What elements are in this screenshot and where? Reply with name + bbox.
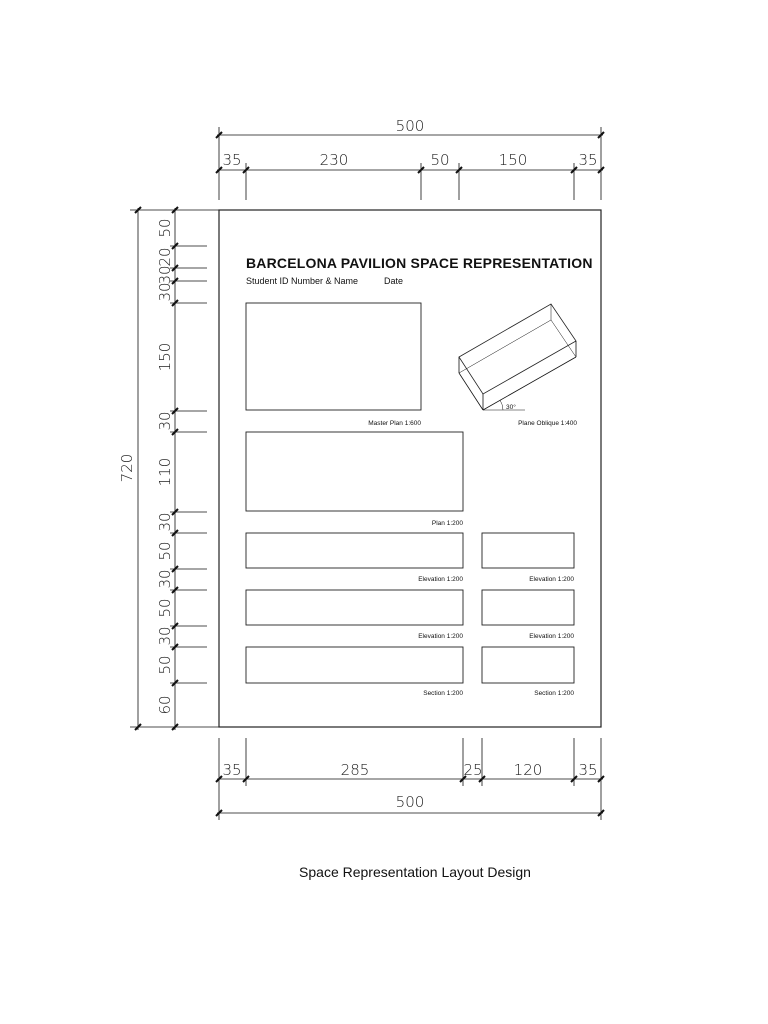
oblique-hidden-edge xyxy=(551,320,576,357)
plan-box xyxy=(246,432,463,511)
left-segment-label: 110 xyxy=(156,457,174,487)
top-segment-label: 35 xyxy=(578,151,598,169)
top-total-label: 500 xyxy=(395,117,425,135)
elevation-caption-left-2: Elevation 1:200 xyxy=(418,633,463,640)
oblique-edge xyxy=(483,357,576,410)
left-segment-label: 30 xyxy=(156,626,174,646)
left-segment-label: 60 xyxy=(156,695,174,715)
elevation-caption-right-2: Elevation 1:200 xyxy=(529,633,574,640)
elevation-caption-left-1: Elevation 1:200 xyxy=(418,576,463,583)
left-total-label: 720 xyxy=(118,453,136,483)
oblique-edge xyxy=(459,373,483,410)
elevation-box-right-2 xyxy=(482,590,574,625)
left-segment-label: 50 xyxy=(156,655,174,675)
student-id-label: Student ID Number & Name xyxy=(246,276,359,286)
left-segment-label: 50 xyxy=(156,541,174,561)
oblique-top-face xyxy=(459,304,576,394)
bottom-segment-label: 120 xyxy=(513,761,543,779)
oblique-angle-label: 30° xyxy=(506,404,516,411)
section-caption-left: Section 1:200 xyxy=(423,690,463,697)
top-segment-label: 230 xyxy=(319,151,349,169)
left-segment-label: 50 xyxy=(156,218,174,238)
section-box-right xyxy=(482,647,574,683)
bottom-segment-label: 25 xyxy=(463,761,483,779)
elevation-box-right-1 xyxy=(482,533,574,568)
elevation-box-left-1 xyxy=(246,533,463,568)
top-dimensions xyxy=(216,117,604,200)
left-segment-label: 30 xyxy=(156,569,174,589)
figure-caption: Space Representation Layout Design xyxy=(299,864,531,880)
section-box-left xyxy=(246,647,463,683)
section-caption-right: Section 1:200 xyxy=(534,690,574,697)
master-plan-box xyxy=(246,303,421,410)
plan-caption: Plan 1:200 xyxy=(431,520,463,527)
oblique-hidden-edge xyxy=(459,320,551,373)
oblique-angle-arc xyxy=(500,400,503,410)
plane-oblique-drawing xyxy=(459,304,576,411)
master-plan-caption: Master Plan 1:600 xyxy=(368,420,421,427)
bottom-segment-label: 35 xyxy=(222,761,242,779)
left-dimensions xyxy=(118,207,219,730)
sheet xyxy=(219,210,601,727)
left-segment-label: 30 xyxy=(156,512,174,532)
left-segment-label: 150 xyxy=(156,342,174,372)
elevation-caption-right-1: Elevation 1:200 xyxy=(529,576,574,583)
left-segment-label: 30 xyxy=(156,265,174,285)
sheet-title: BARCELONA PAVILION SPACE REPRESENTATION xyxy=(246,255,593,271)
left-segment-label: 20 xyxy=(156,247,174,267)
top-segment-label: 35 xyxy=(222,151,242,169)
date-label: Date xyxy=(384,276,404,286)
bottom-total-label: 500 xyxy=(395,793,425,811)
top-segment-label: 150 xyxy=(498,151,528,169)
left-segment-label: 30 xyxy=(156,282,174,302)
plane-oblique-caption: Plane Oblique 1:400 xyxy=(518,420,577,427)
top-segment-label: 50 xyxy=(430,151,450,169)
bottom-segment-label: 285 xyxy=(340,761,370,779)
elevation-box-left-2 xyxy=(246,590,463,625)
bottom-dimensions xyxy=(216,738,604,820)
bottom-segment-label: 35 xyxy=(578,761,598,779)
left-segment-label: 30 xyxy=(156,411,174,431)
left-segment-label: 50 xyxy=(156,598,174,618)
